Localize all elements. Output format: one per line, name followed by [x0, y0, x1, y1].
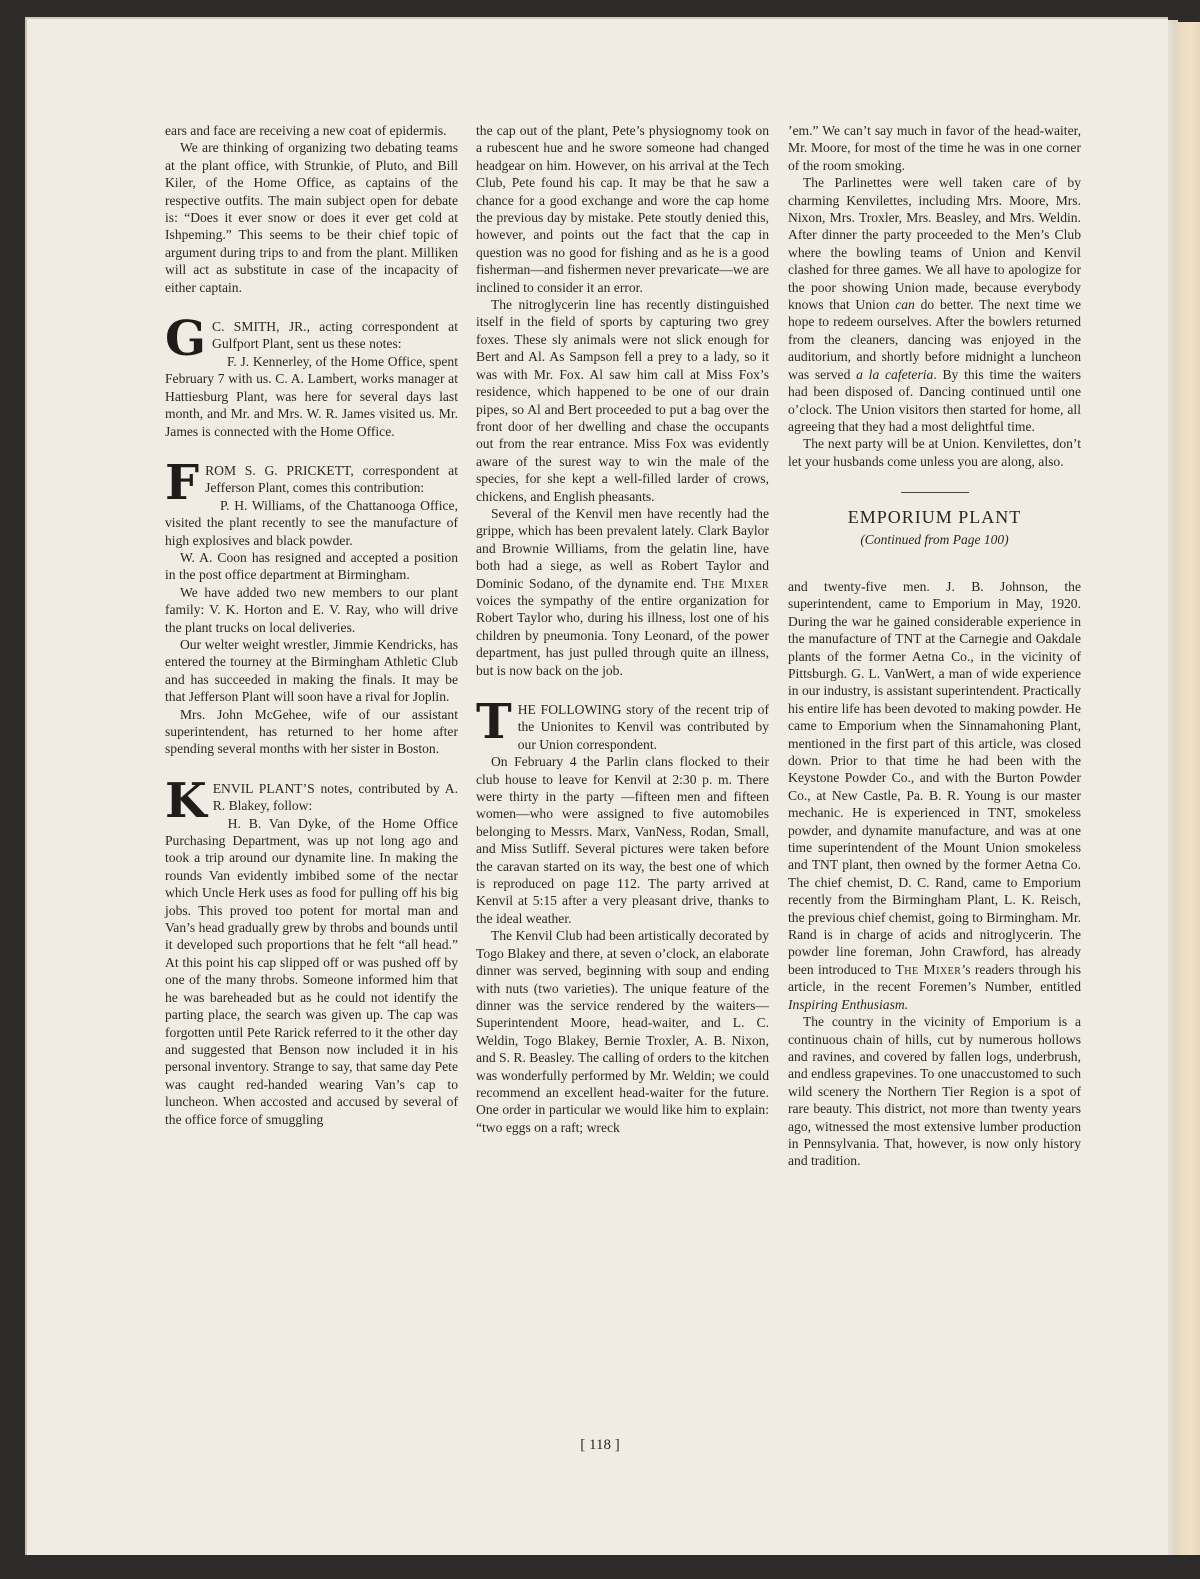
paragraph: The country in the vicinity of Emporium is a continuous chain of hills, cut by numerous hollows and ravines, and covered by fallen logs, underbrush, and endless grapevines. To one unaccustomed to such wild scenery the Northern Tier Region is a spot of rare beauty. This district, not more than twenty years ago, witnessed the most extensive lumber production in Pennsylvania. That, however, is now only history and tradition. — [788, 1014, 1081, 1169]
text-run: ’s readers through his article, in the recent Foremen’s Number, entitled — [788, 961, 1082, 995]
paragraph: The next party will be at Union. Kenvilettes, don’t let your husbands come unless you are along, also. — [788, 436, 1081, 469]
paragraph: W. A. Coon has resigned and accepted a position in the post office department at Birmingham. — [165, 549, 458, 583]
paragraph: On February 4 the Parlin clans flocked to their club house to leave for Kenvil at 2:30 p. m. There were thirty in the party —fifteen men and fifteen women—who were assigned to five automobiles belonging to Messrs. Marx, VanNess, Rodan, Small, and Miss Sutliff. Several pictures were taken before the caravan started on its way, the best one of which is reproduced on page 112. The party arrived at Kenvil at 5:15 after a very pleasant drive, thanks to the ideal weather. — [476, 754, 769, 926]
paragraph: We have added two new members to our plant family: V. K. Horton and E. V. Ray, who will drive the plant trucks on local deliveries. — [165, 584, 458, 635]
paragraph: H. B. Van Dyke, of the Home Office Purchasing Department, was up not long ago and took a trip around our dynamite line. In making the rounds Van evidently imbibed some of the nectar which Uncle Herk uses as food for pulling off his big jobs. This proved too potent for mortal man and Van’s head gradually grew by throbs and bounds until it developed such proportions that he felt “all head.” At this point his cap slipped off or was pushed off by one of the many throbs. Someone informed him that he was bareheaded but as he could not identify the parting place, the search was given up. The cap was forgotten until Pete Rarick referred to it the other day and suggested that Benson now included it in his personal inventory. Strange to say, that same day Pete was caught red-handed wearing Van’s cap to luncheon. When accosted and accused by several of the office force of smuggling — [165, 815, 458, 1127]
lead-text: ROM S. G. PRICKETT, correspondent at Jefferson Plant, comes this contribution: — [205, 462, 458, 496]
paragraph: ears and face are receiving a new coat of epidermis. — [165, 123, 447, 138]
text-run: and twenty-five men. J. B. Johnson, the superintendent, came to Emporium in May, 1920. During the war he gained considerable experience in the manufacture of TNT at the Carnegie and Oakdale plants of the former Aetna Co., in the vicinity of Pittsburgh. G. L. VanWert, a man of wide experience in our industry, is assistant superintendent. Practically his entire life has been devoted to making powder. He came to Emporium when the Sinnamahoning Plant, mentioned in the first part of this article, was closed down. Prior to that time he had been with the Keystone Powder Co., and with the Burton Powder Co., at New Castle, Pa. B. R. Young is our master mechanic. He is experienced in TNT, smokeless powder, and dynamite manufacture, and was at one time superintendent of the Mount Union smokeless and TNT plant, then owned by the former Aetna Co. The chief chemist, D. C. Rand, came to Emporium recently from the Birmingham Plant, L. K. Reisch, the previous chief chemist, going to Birmingham. Mr. Rand is in charge of acids and nitroglycerin. The powder line foreman, John Crawford, has already been introduced to — [788, 578, 1081, 977]
lead-text: ENVIL PLANT’S notes, contributed by A. R. Blakey, follow: — [212, 780, 458, 814]
section-lead — [165, 772, 458, 829]
page-number: [ 118 ] — [580, 1437, 620, 1453]
magazine-name: The Mixer — [895, 961, 962, 977]
drop-cap: F — [165, 454, 200, 511]
text-run: do better. The next time we hope to redeem ourselves. After the bowlers returned from the cleaners, dancing was enjoyed in the auditorium, and shortly before midnight a luncheon was served — [788, 297, 1081, 382]
jefferson-section — [165, 454, 458, 758]
article-title: Inspiring Enthusiasm. — [788, 996, 909, 1012]
paragraph: The Kenvil Club had been artistically decorated by Togo Blakey and there, at seven o’clock, an elaborate dinner was served, beginning with soup and ending with nuts (two varieties). The unique feature of the dinner was the service rendered by the waiters—Superintendent Moore, head-waiter, and L. C. Weldin, Togo Blakey, Bernie Troxler, A. B. Nixon, and S. R. Beasley. The calling of orders to the kitchen was wonderfully performed by Mr. Weldin; we could recommend an excellent head-waiter for the future. One order in particular we would like him to explain: “two eggs on a raft; wreck — [476, 928, 769, 1135]
lead-text: C. SMITH, JR., acting correspondent at Gulfport Plant, sent us these notes: — [212, 319, 458, 352]
gulfport-section — [165, 311, 458, 440]
paragraph: the cap out of the plant, Pete’s physiognomy took on a rubescent hue and he swore someone had changed headgear on him. However, on his arrival at the Tech Club, Pete found his cap. It may be that he saw a chance for a good exchange and wore the cap home the previous day by mistake. Pete stoutly denied this, however, and points out the fact that the cap in question was no good for fishing and as he is a good fisherman—and fishermen never prevaricate—we are inclined to consider it an error. — [476, 123, 769, 295]
text-run: voices the sympathy of the entire organization for Robert Taylor who, during his illness, lost one of his children by pneumonia. Tony Leonard, of the power department, has just pulled through quite an illness, but is now back on the job. — [476, 592, 769, 678]
column-1 — [165, 122, 458, 1128]
lead-text: HE FOLLOWING story of the recent trip of the Unionites to Kenvil was contributed by our Union correspondent. — [517, 702, 769, 752]
section-lead — [165, 311, 458, 368]
continuation-note: (Continued from Page 100) — [860, 531, 1009, 547]
column-2 — [476, 122, 769, 1136]
drop-cap: T — [476, 694, 512, 750]
emphasis: can — [895, 297, 915, 313]
drop-cap: K — [165, 772, 207, 829]
emphasis: a la cafeteria — [856, 366, 934, 382]
paragraph — [788, 578, 1081, 1013]
next-page-edge — [1176, 22, 1200, 1555]
drop-cap: G — [165, 311, 206, 368]
paragraph: Our welter weight wrestler, Jimmie Kendricks, has entered the tourney at the Birmingham Athletic Club and has succeeded in making the finals. It may be that Jefferson Plant will soon have a rival for Joplin. — [165, 636, 458, 705]
magazine-name: The Mixer — [702, 575, 770, 591]
section-lead — [476, 694, 769, 753]
column-3 — [788, 122, 1081, 1170]
paragraph: Mrs. John McGehee, wife of our assistant superintendent, has returned to her home after spending several months with her sister in Boston. — [165, 706, 458, 757]
text-run: . By this time the waiters had been disposed of. Dancing continued until one o’clock. The Union visitors then started for home, all agreeing that they had a most delightful time. — [788, 366, 1081, 434]
paragraph — [476, 505, 769, 679]
paragraph: F. J. Kennerley, of the Home Office, spent February 7 with us. C. A. Lambert, works manager at Hattiesburg Plant, was here for several days last month, and Mr. and Mrs. W. R. James visited us. Mr. James is connected with the Home Office. — [165, 353, 458, 439]
text-run: Several of the Kenvil men have recently had the grippe, which has been prevalent lately. Clark Baylor and Brownie Williams, from the gelatin line, have both had a siege, as well as Robert Taylor and Dominic Sodano, of the dynamite end. — [476, 505, 769, 591]
section-lead — [165, 454, 458, 511]
paragraph: The nitroglycerin line has recently distinguished itself in the field of sports by capturing two grey foxes. These sly animals were not slick enough for Bert and Al. As Sampson fell a prey to a lady, so it was with Mr. Fox. Al saw him call at Miss Fox’s residence, which happened to be one of our drain pipes, so Al and Bert proceeded to put a bag over the front door of her dwelling and chase the occupants out from the rear entrance. Miss Fox was evidently aware of the surest way to win the male of the species, for she kept a well-filled larder of crows, chickens, and English pheasants. — [476, 297, 769, 504]
paragraph: We are thinking of organizing two debating teams at the plant office, with Strunkie, of Pluto, and Bill Kiler, of the Home Office, as captains of the respective outfits. The main subject open for debate is: “Does it ever snow or does it ever get cold at Ishpeming.” This seems to be their chief topic of argument during trips to and from the plant. Milliken will act as substitute in case of the incapacity of either captain. — [165, 140, 458, 295]
union-section — [476, 694, 769, 1136]
section-heading: EMPORIUM PLANT — [847, 507, 1022, 528]
paragraph — [788, 174, 1081, 435]
paragraph: ’em.” We can’t say much in favor of the head-waiter, Mr. Moore, for most of the time he was in one corner of the room smoking. — [788, 123, 1081, 173]
kenvil-section — [165, 772, 458, 1128]
text-run: The Parlinettes were well taken care of by charming Kenvilettes, including Mrs. Moore, Mrs. Nixon, Mrs. Troxler, Mrs. Beasley, and Mrs. Weldin. After dinner the party proceeded to the Men’s Club where the bowling teams of Union and Kenvil clashed for three games. We all have to apologize for the poor showing Union made, because everybody knows that Union — [788, 175, 1081, 313]
paragraph: P. H. Williams, of the Chattanooga Office, visited the plant recently to see the manufacture of high explosives and black powder. — [165, 497, 458, 548]
section-divider — [901, 492, 969, 493]
